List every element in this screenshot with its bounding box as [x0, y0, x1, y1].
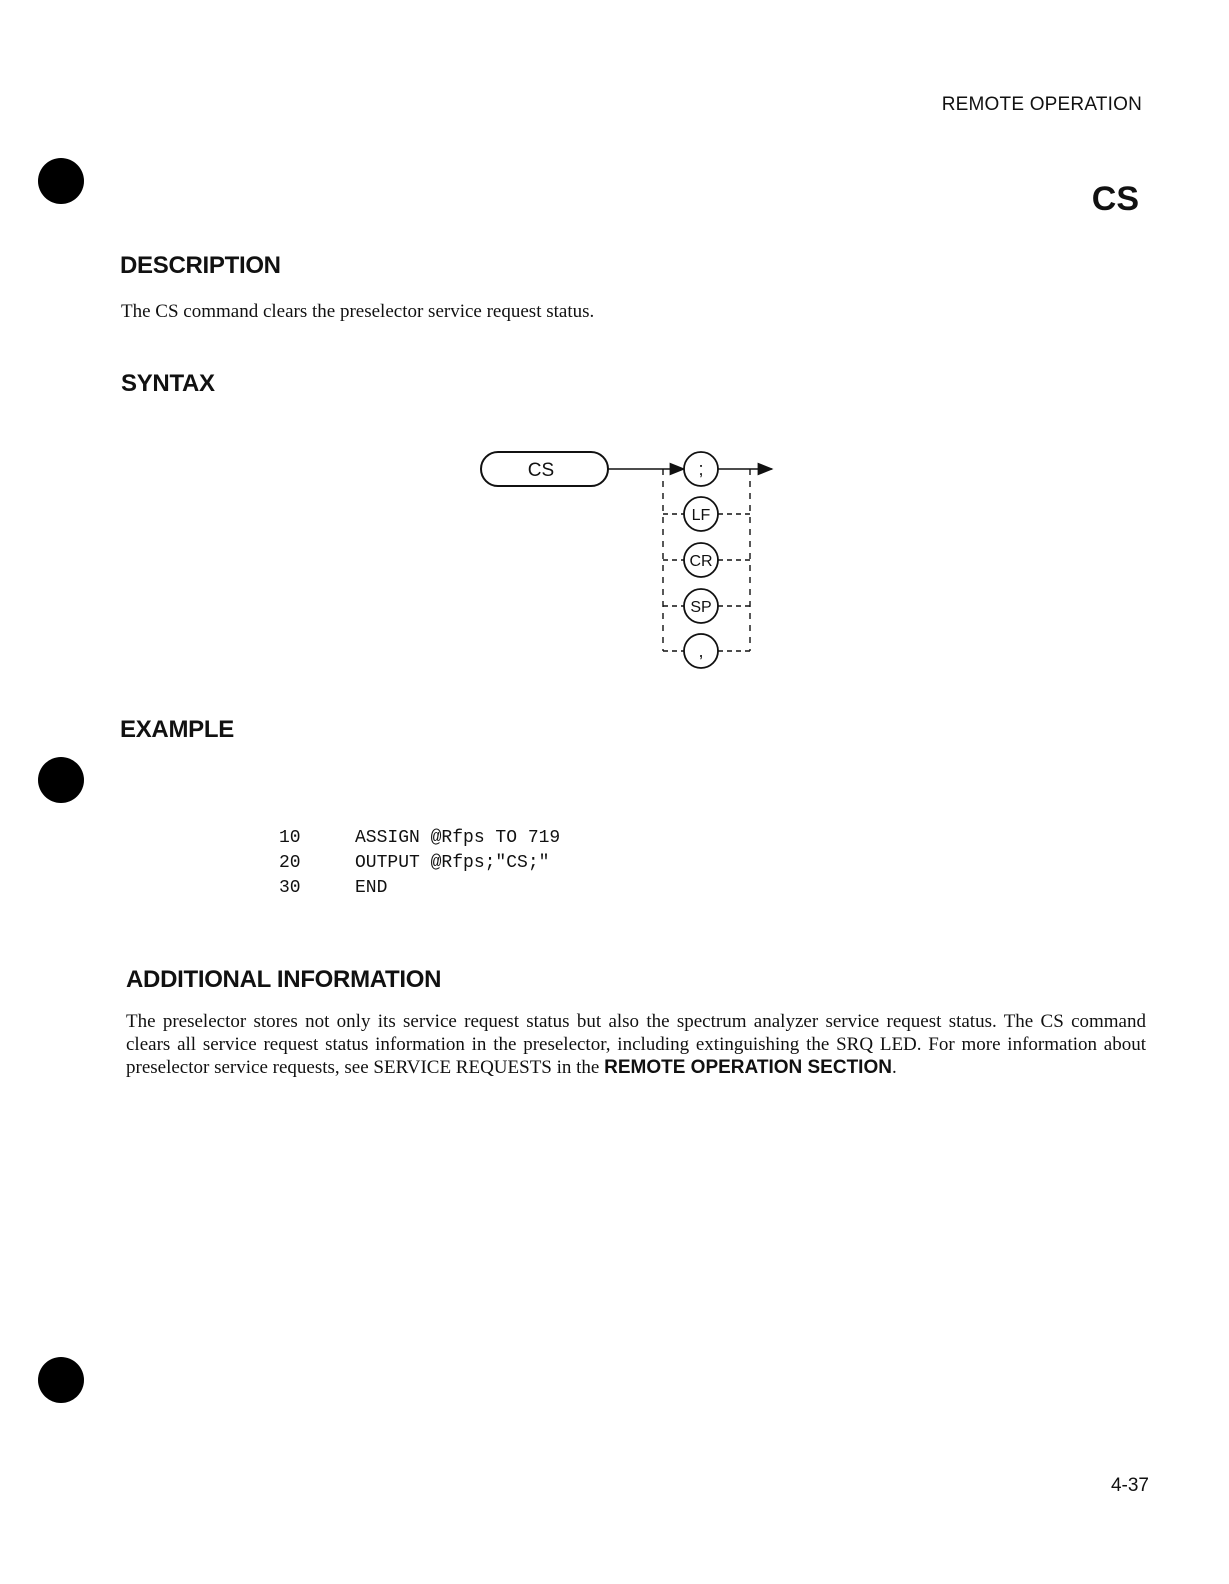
example-heading: EXAMPLE: [120, 716, 234, 743]
code-line: [279, 851, 560, 876]
remote-operation-section-ref: REMOTE OPERATION SECTION: [604, 1057, 892, 1078]
svg-text:;: ;: [698, 459, 704, 479]
terminator-sp: [663, 589, 750, 623]
code-line-number: 10: [279, 828, 301, 848]
svg-text:,: ,: [698, 641, 704, 661]
description-text: The CS command clears the preselector service request status.: [121, 301, 595, 322]
description-heading: DESCRIPTION: [120, 252, 281, 279]
code-line-number: 30: [279, 878, 301, 898]
terminator-semicolon: [684, 452, 718, 486]
terminator-lf: [663, 497, 750, 531]
syntax-heading: SYNTAX: [121, 370, 215, 397]
code-line-number: 20: [279, 853, 301, 873]
svg-text:CR: CR: [689, 553, 713, 570]
svg-text:LF: LF: [691, 507, 711, 524]
page-number: 4-37: [1110, 1475, 1149, 1496]
code-line-text: OUTPUT @Rfps;"CS;": [355, 853, 550, 873]
additional-info-heading: ADDITIONAL INFORMATION: [126, 966, 442, 993]
terminator-comma: [663, 634, 750, 668]
terminator-cr: [663, 543, 750, 577]
code-line-text: ASSIGN @Rfps TO 719: [355, 828, 561, 848]
additional-info-text: The preselector stores not only its service request status but also the spectrum analyzer service request status. The CS command clears all service request status information in the preselector, including extinguishing the SRQ LED. For more information about preselector service requests, see SERVICE REQUESTS in the REMOTE OPERATION SECTION.: [126, 1011, 1146, 1078]
punch-hole-bottom: [38, 1357, 84, 1403]
command-title: CS: [1091, 180, 1139, 218]
punch-hole-top: [38, 158, 84, 204]
syntax-diagram: [470, 440, 790, 680]
code-line: [279, 876, 560, 901]
example-code-block: [279, 826, 560, 901]
punch-hole-middle: [38, 757, 84, 803]
code-line-text: END: [355, 878, 388, 898]
code-line: [279, 826, 560, 851]
svg-text:SP: SP: [690, 599, 712, 616]
running-header: REMOTE OPERATION: [941, 94, 1142, 115]
syntax-command-label: CS: [527, 460, 555, 481]
